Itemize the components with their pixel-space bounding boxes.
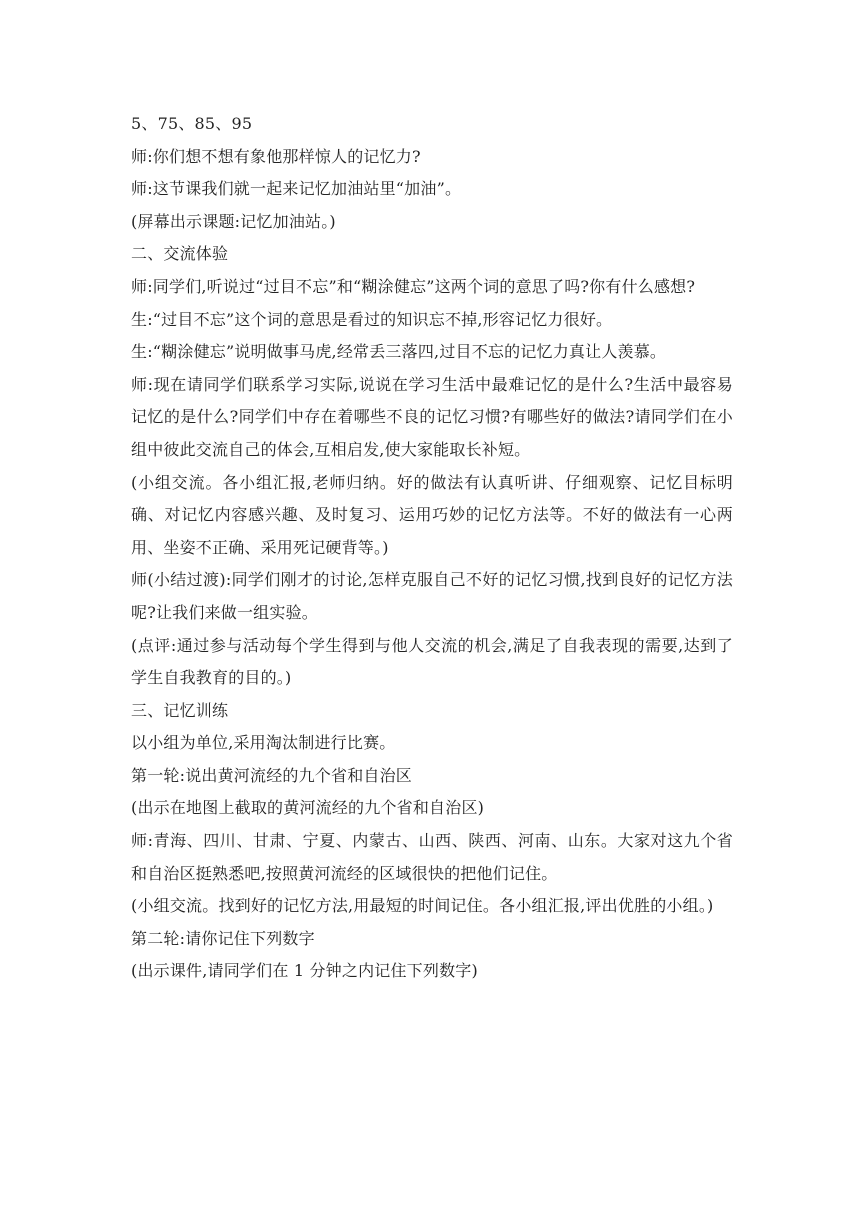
round-one-heading: 第一轮:说出黄河流经的九个省和自治区 [131,765,412,785]
teacher-idioms-question: 师:同学们,听说过“过目不忘”和“糊涂健忘”这两个词的意思了吗?你有什么感想? [131,276,696,296]
number-sequence-line: 5、75、85、95 [131,114,253,133]
section-heading-training: 三、记忆训练 [131,700,229,720]
teacher-question-line: 师:你们想不想有象他那样惊人的记忆力? [131,146,421,166]
teacher-provinces-line: 师:青海、四川、甘肃、宁夏、内蒙古、山西、陕西、河南、山东。大家对这九个省和自治区挺熟悉吧,按照黄河流经的区域很快的把他们记住。 [131,831,733,883]
student-answer-2: 生:“糊涂健忘”说明做事马虎,经常丢三落四,过目不忘的记忆力真让人羡慕。 [131,342,667,362]
round-one-group-note: (小组交流。找到好的记忆方法,用最短的时间记住。各小组汇报,评出优胜的小组。) [131,896,714,916]
round-two-courseware-note: (出示课件,请同学们在 1 分钟之内记住下列数字) [131,961,478,981]
teacher-summary-transition: 师(小结过渡):同学们刚才的讨论,怎样克服自己不好的记忆习惯,找到良好的记忆方法呢?让我们来做一组实验。 [131,570,733,622]
commentary-note: (点评:通过参与活动每个学生得到与他人交流的机会,满足了自我表现的需要,达到了学生自我教育的目的。) [131,635,733,688]
student-answer-1: 生:“过目不忘”这个词的意思是看过的知识忘不掉,形容记忆力很好。 [131,309,613,329]
document-body [131,108,733,988]
teacher-intro-line: 师:这节课我们就一起来记忆加油站里“加油”。 [131,179,462,199]
teacher-discussion-prompt: 师:现在请同学们联系学习实际,说说在学习生活中最难记忆的是什么?生活中最容易记忆的是什么?同学们中存在着哪些不良的记忆习惯?有哪些好的做法?请同学们在小组中彼此交流自己的体会,互相启发,使大家能取长补短。 [131,374,733,459]
competition-rule-line: 以小组为单位,采用淘汰制进行比赛。 [131,733,396,753]
section-heading-exchange: 二、交流体验 [131,244,229,264]
round-one-map-note: (出示在地图上截取的黄河流经的九个省和自治区) [131,798,485,818]
group-exchange-note: (小组交流。各小组汇报,老师归纳。好的做法有认真听讲、仔细观察、记忆目标明确、对记忆内容感兴趣、及时复习、运用巧妙的记忆方法等。不好的做法有一心两用、坐姿不正确、采用死记硬背等。) [131,472,733,557]
screen-title-note: (屏幕出示课题:记忆加油站。) [131,211,336,231]
round-two-heading: 第二轮:请你记住下列数字 [131,928,315,948]
